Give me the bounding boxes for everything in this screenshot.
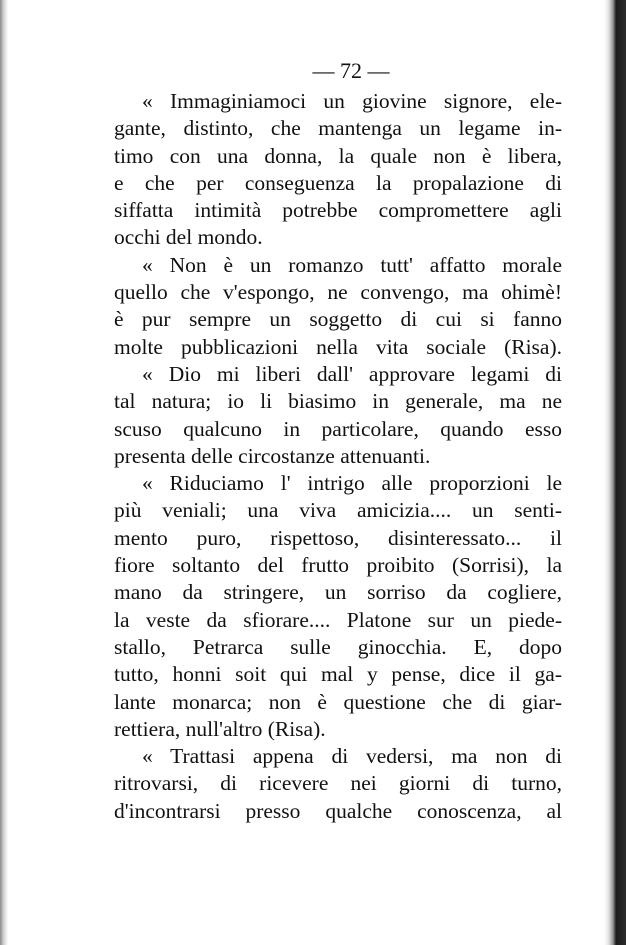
text-line: scuso qualcuno in particolare, quando esso — [114, 416, 562, 441]
text-line: « Riduciamo l' intrigo alle proporzioni le — [142, 471, 562, 496]
text-line: e che per conseguenza la propalazione di — [114, 170, 562, 195]
text-line: tutto, honni soit qui mal y pense, dice il ga- — [114, 662, 562, 687]
text-line: gante, distinto, che mantenga un legame in- — [114, 116, 562, 141]
body-text — [114, 88, 562, 825]
text-line: « Trattasi appena di vedersi, ma non di — [142, 744, 562, 769]
text-line: è pur sempre un soggetto di cui si fanno — [114, 307, 562, 332]
text-line: « Immaginiamoci un giovine signore, ele- — [142, 89, 562, 113]
text-line: timo con una donna, la quale non è libera, — [114, 143, 562, 168]
text-line: « Dio mi liberi dall' approvare legami di — [142, 361, 562, 386]
text-line: occhi del mondo. — [114, 225, 263, 250]
page-number: — 72 — — [312, 58, 390, 83]
text-line: rettiera, null'altro (Risa). — [114, 716, 326, 741]
text-line: tal natura; io li biasimo in generale, ma ne — [114, 389, 562, 414]
text-line: più veniali; una viva amicizia.... un senti- — [114, 498, 562, 523]
text-line: ritrovarsi, di ricevere nei giorni di turno, — [114, 771, 562, 796]
text-line: stallo, Petrarca sulle ginocchia. E, dopo — [114, 634, 562, 659]
text-line: mento puro, rispettoso, disinteressato... il — [114, 525, 562, 550]
text-line: « Non è un romanzo tutt' affatto morale — [142, 252, 562, 277]
text-line: mano da stringere, un sorriso da cogliere, — [114, 580, 562, 605]
text-line: la veste da sfiorare.... Platone sur un piede- — [114, 607, 562, 632]
text-line: molte pubblicazioni nella vita sociale (Risa). — [114, 334, 562, 359]
text-line: d'incontrarsi presso qualche conoscenza, al — [114, 798, 562, 823]
text-line: siffatta intimità potrebbe compromettere agli — [114, 198, 562, 223]
text-line: fiore soltanto del frutto proibito (Sorrisi), la — [114, 553, 562, 578]
page-edge-shadow — [604, 0, 626, 945]
text-line: presenta delle circostanze attenuanti. — [114, 443, 431, 468]
text-line: lante monarca; non è questione che di giar- — [114, 689, 562, 714]
text-line: quello che v'espongo, ne convengo, ma ohimè! — [114, 280, 562, 305]
binding-edge-shadow — [0, 0, 8, 945]
